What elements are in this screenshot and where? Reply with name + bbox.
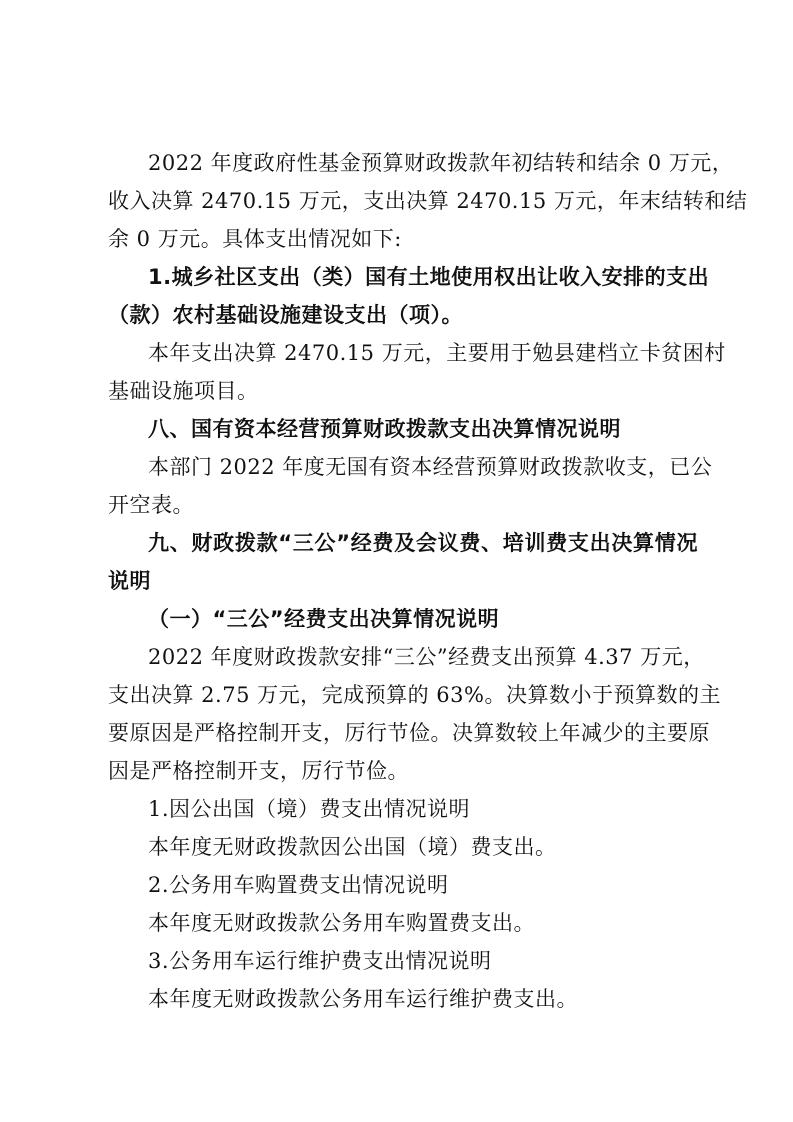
paragraph-line: 支出决算 2.75 万元，完成预算的 63%。决算数小于预算数的主 <box>108 683 721 707</box>
item-body: 本年度无财政拨款公务用车购置费支出。 <box>148 911 535 935</box>
paragraph-line: 本年支出决算 2470.15 万元，主要用于勉县建档立卡贫困村 <box>148 341 726 365</box>
item-title: 3.公务用车运行维护费支出情况说明 <box>148 949 492 973</box>
paragraph-line: 收入决算 2470.15 万元，支出决算 2470.15 万元，年末结转和结 <box>108 189 748 213</box>
item-heading: 1.城乡社区支出（类）国有土地使用权出让收入安排的支出 <box>148 265 710 289</box>
paragraph-line: 要原因是严格控制开支，厉行节俭。决算数较上年减少的主要原 <box>108 721 710 745</box>
item-title: 1.因公出国（境）费支出情况说明 <box>148 797 471 821</box>
section-heading: 说明 <box>108 569 151 593</box>
paragraph-line: 因是严格控制开支，厉行节俭。 <box>108 759 409 783</box>
paragraph-line: 本部门 2022 年度无国有资本经营预算财政拨款收支，已公 <box>148 455 713 479</box>
paragraph-line: 余 0 万元。具体支出情况如下: <box>108 227 402 251</box>
subsection-heading: （一）“三公”经费支出决算情况说明 <box>148 607 500 631</box>
section-heading: 八、国有资本经营预算财政拨款支出决算情况说明 <box>148 417 621 441</box>
paragraph-line: 基础设施项目。 <box>108 379 259 403</box>
paragraph-line: 开空表。 <box>108 493 194 517</box>
paragraph-line: 2022 年度财政拨款安排“三公”经费支出预算 4.37 万元， <box>148 645 705 669</box>
item-title: 2.公务用车购置费支出情况说明 <box>148 873 449 897</box>
item-heading: （款）农村基础设施建设支出（项）。 <box>108 303 463 327</box>
section-heading: 九、财政拨款“三公”经费及会议费、培训费支出决算情况 <box>148 531 698 555</box>
paragraph-line: 2022 年度政府性基金预算财政拨款年初结转和结余 0 万元， <box>148 151 734 175</box>
item-body: 本年度无财政拨款公务用车运行维护费支出。 <box>148 987 578 1011</box>
item-body: 本年度无财政拨款因公出国（境）费支出。 <box>148 835 557 859</box>
